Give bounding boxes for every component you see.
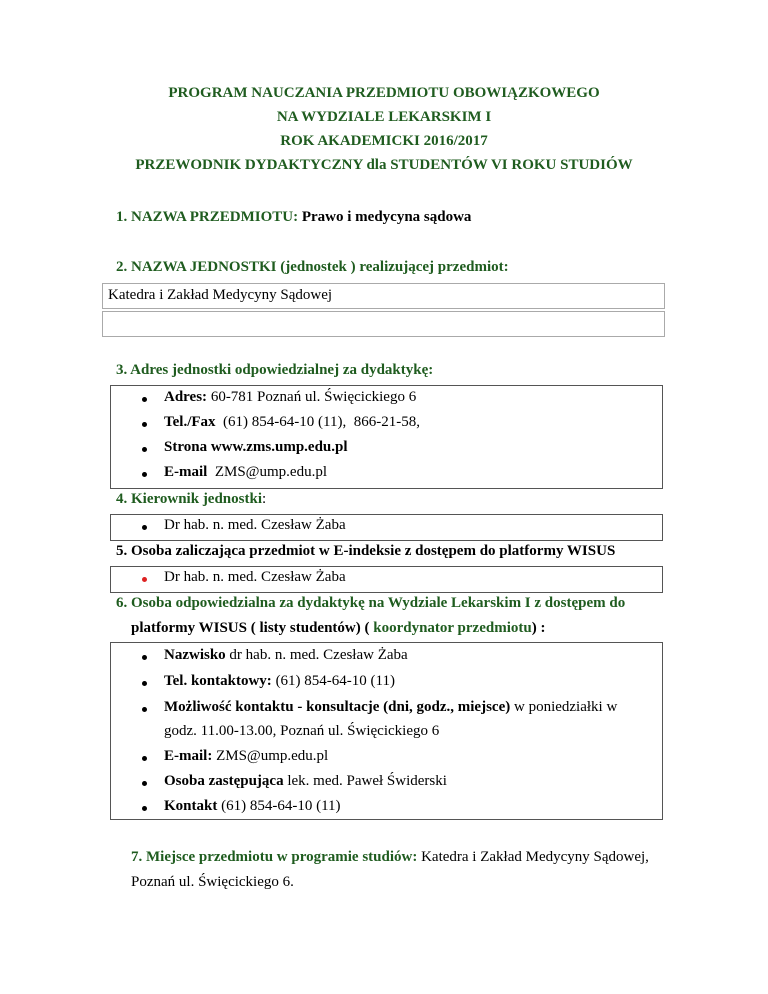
address-value: 60-781 Poznań ul. Święcickiego 6 — [207, 389, 417, 405]
section-4-heading — [116, 491, 266, 508]
header-line-3: ROK AKADEMICKI 2016/2017 — [280, 133, 488, 149]
bullet-icon — [142, 756, 147, 761]
section-3-heading: 3. Adres jednostki odpowiedzialnej za dydaktykę: — [116, 362, 434, 378]
bullet-icon — [142, 472, 147, 477]
coordinator-name-value: dr hab. n. med. Czesław Żaba — [225, 647, 408, 663]
bullet-icon — [142, 525, 147, 530]
substitute-key: Osoba zastępująca — [164, 773, 284, 789]
section-6-line2-b: koordynator przedmiotu — [369, 620, 532, 636]
email-key: E-mail — [164, 464, 208, 480]
e-index-person: Dr hab. n. med. Czesław Żaba — [164, 569, 346, 585]
coordinator-email-value: ZMS@ump.edu.pl — [212, 748, 329, 764]
consultation-continuation: godz. 11.00-13.00, Poznań ul. Święcickiego 6 — [164, 723, 440, 739]
unit-name-row-1 — [102, 283, 665, 309]
coordinator-phone-key: Tel. kontaktowy: — [164, 673, 272, 689]
consultation-key: Możliwość kontaktu - konsultacje (dni, godz., miejsce) — [164, 699, 511, 715]
consultation-value: w poniedziałki w — [510, 699, 618, 715]
substitute-value: lek. med. Paweł Świderski — [283, 773, 447, 789]
section-7-value: Katedra i Zakład Medycyny Sądowej, — [417, 849, 649, 865]
section-6-heading-line-2 — [131, 620, 545, 637]
unit-name-text: Katedra i Zakład Medycyny Sądowej — [108, 287, 333, 303]
unit-name-row-2 — [102, 311, 665, 337]
section-5-heading: 5. Osoba zaliczająca przedmiot w E-indeksie z dostępem do platformy WISUS — [116, 543, 616, 559]
address-item — [164, 389, 416, 406]
email-item — [164, 464, 327, 481]
section-7-line-1 — [131, 849, 649, 866]
header-line-2: NA WYDZIALE LEKARSKIM I — [276, 109, 492, 125]
bullet-icon — [142, 681, 147, 686]
section-6-line2-a: platformy WISUS ( listy studentów) ( — [131, 620, 370, 636]
contact-value: (61) 854-64-10 (11) — [217, 798, 341, 814]
phone-value: (61) 854-64-10 (11), 866-21-58, — [215, 414, 420, 430]
section-7-line-2: Poznań ul. Święcickiego 6. — [131, 874, 294, 890]
coordinator-name-key: Nazwisko — [164, 647, 226, 663]
head-name: Dr hab. n. med. Czesław Żaba — [164, 517, 346, 533]
coordinator-email-item — [164, 748, 328, 765]
section-6-heading-line-1: 6. Osoba odpowiedzialna za dydaktykę na Wydziale Lekarskim I z dostępem do — [116, 595, 626, 611]
contact-key: Kontakt — [164, 798, 218, 814]
phone-key: Tel./Fax — [164, 414, 216, 430]
section-6-line2-c: ) : — [531, 620, 546, 636]
coordinator-phone-value: (61) 854-64-10 (11) — [271, 673, 395, 689]
consultation-item — [164, 699, 617, 716]
coordinator-name-item — [164, 647, 408, 664]
substitute-item — [164, 773, 447, 790]
section-4-colon: : — [262, 491, 267, 507]
header-line-1: PROGRAM NAUCZANIA PRZEDMIOTU OBOWIĄZKOWEGO — [168, 85, 600, 101]
section-1-label: 1. NAZWA PRZEDMIOTU: — [116, 209, 299, 225]
address-key: Adres: — [164, 389, 208, 405]
contact-item — [164, 798, 341, 815]
section-4-label: 4. Kierownik jednostki — [116, 491, 262, 507]
bullet-icon — [142, 707, 147, 712]
header-line-4: PRZEWODNIK DYDAKTYCZNY dla STUDENTÓW VI ROKU STUDIÓW — [135, 157, 633, 173]
bullet-icon — [142, 447, 147, 452]
bullet-icon — [142, 422, 147, 427]
coordinator-phone-item — [164, 673, 395, 690]
section-1-heading — [116, 209, 471, 226]
website-item — [164, 439, 348, 456]
phone-item — [164, 414, 420, 431]
bullet-icon — [142, 655, 147, 660]
coordinator-email-key: E-mail: — [164, 748, 213, 764]
section-7-label: 7. Miejsce przedmiotu w programie studiów: — [131, 849, 418, 865]
email-value: ZMS@ump.edu.pl — [207, 464, 327, 480]
website-key: Strona www.zms.ump.edu.pl — [164, 439, 348, 455]
section-1-value: Prawo i medycyna sądowa — [301, 209, 472, 225]
bullet-icon — [142, 781, 147, 786]
bullet-icon — [142, 397, 147, 402]
bullet-icon — [142, 577, 147, 582]
bullet-icon — [142, 806, 147, 811]
section-2-heading: 2. NAZWA JEDNOSTKI (jednostek ) realizującej przedmiot: — [116, 259, 509, 275]
